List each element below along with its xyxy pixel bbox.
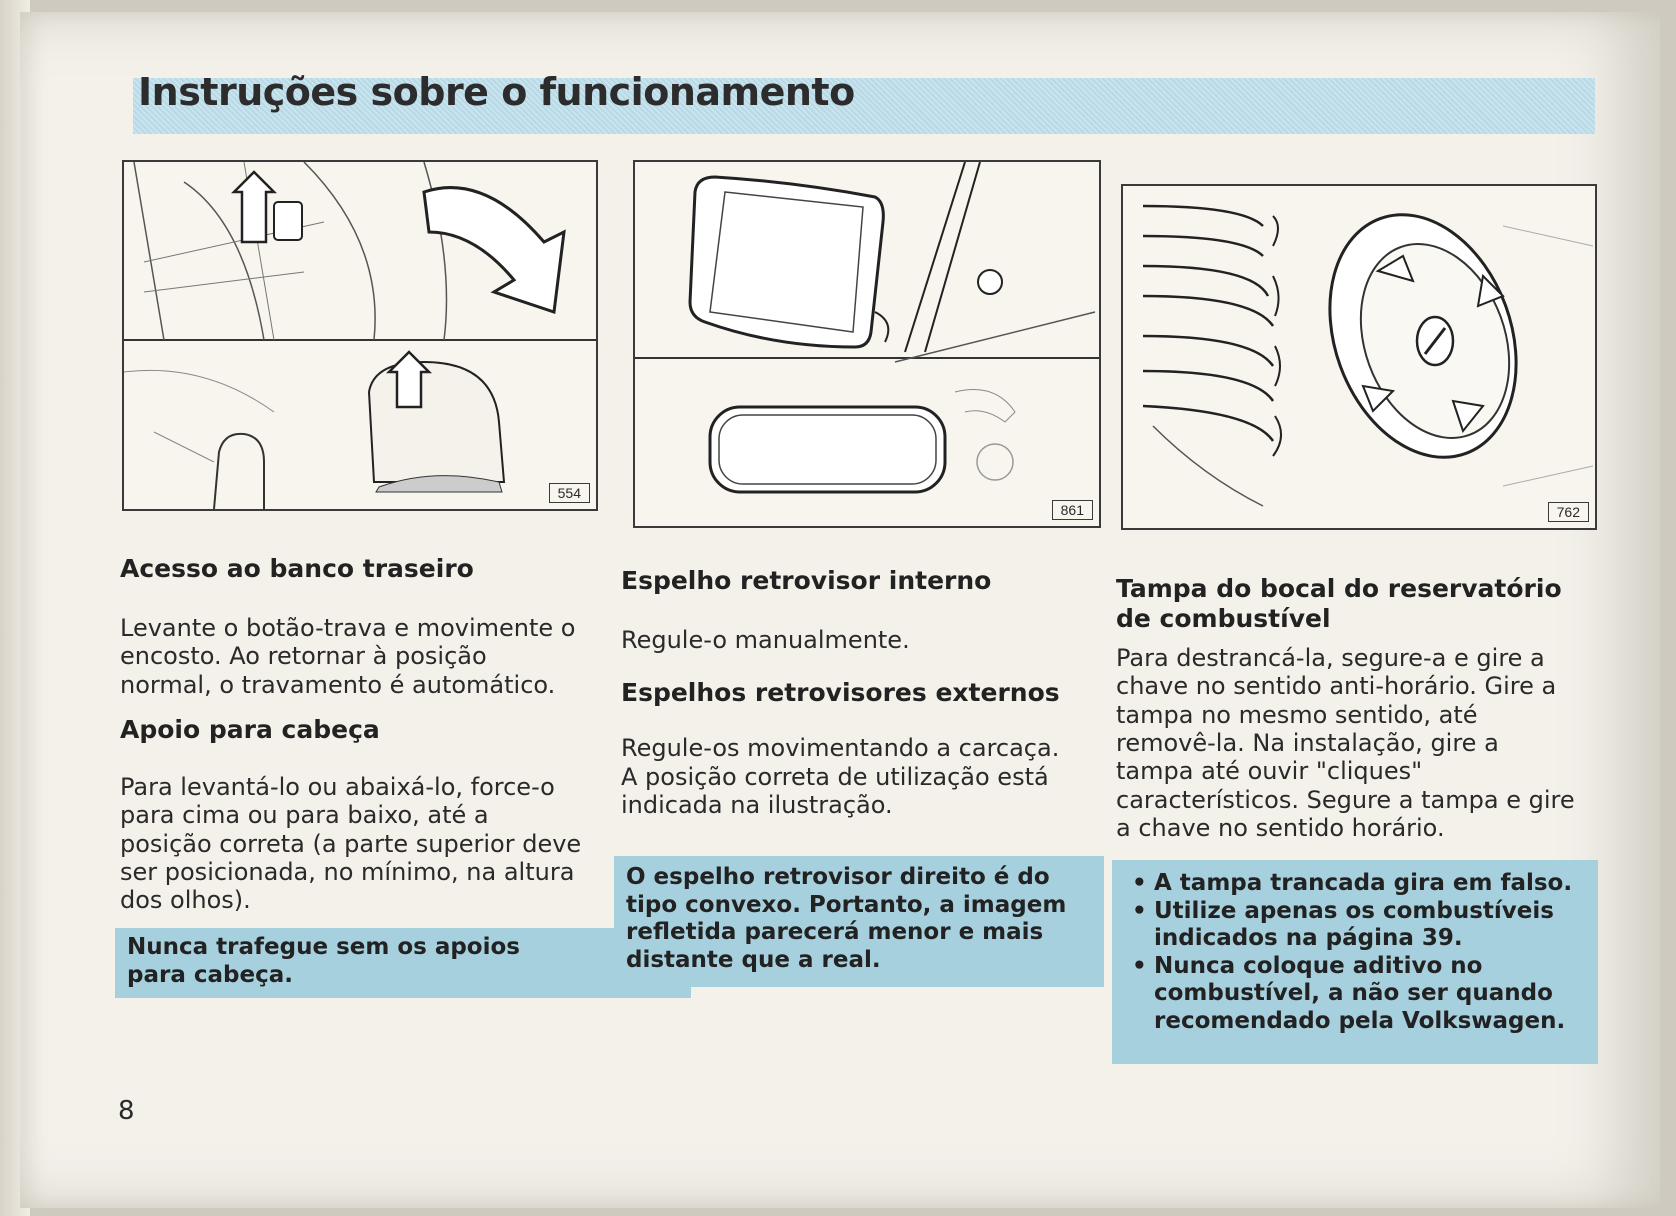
section-text-rear-seat-access: Levante o botão-trava e movimente o encosto. Ao retornar à posição normal, o travamento é automático. (120, 614, 576, 699)
note-bullet-item: • A tampa trancada gira em falso. (1154, 870, 1584, 898)
section-title-headrest: Apoio para cabeça (120, 714, 380, 744)
section-title-rear-seat-access: Acesso ao banco traseiro (120, 554, 474, 583)
note-text: O espelho retrovisor direito é do tipo convexo. Portanto, a imagem refletida parecerá menor e mais distante que a real. (626, 864, 1067, 973)
section-text-exterior-mirrors: Regule-os movimentando a carcaça. A posição correta de utilização está indicada na ilustração. (621, 734, 1060, 819)
note-convex-mirror (614, 856, 1104, 987)
column-3 (1116, 574, 1586, 842)
page-title: Instruções sobre o funcionamento (138, 70, 855, 114)
fuel-cap-drawing (1123, 186, 1595, 528)
note-bullet-item: • Utilize apenas os combustíveis indicados na página 39. (1154, 898, 1584, 953)
note-fuel-cap (1112, 860, 1598, 1064)
column-2 (621, 566, 1081, 819)
section-title-exterior-mirrors: Espelhos retrovisores externos (621, 678, 1060, 708)
page-number: 8 (118, 1096, 135, 1126)
figure-number: 554 (549, 483, 590, 503)
section-text-interior-mirror: Regule-o manualmente. (621, 626, 910, 654)
seat-drawing (124, 162, 596, 509)
mirror-drawing (635, 162, 1099, 526)
section-title-fuel-cap: Tampa do bocal do reservatório de combustível (1116, 574, 1562, 633)
note-bullet-item: • Nunca coloque aditivo no combustível, a não ser quando recomendado pela Volkswagen. (1154, 953, 1584, 1036)
figure-mirror-illustration (633, 160, 1101, 528)
figure-number: 861 (1052, 500, 1093, 520)
section-text-fuel-cap: Para destrancá-la, segure-a e gire a chave no sentido anti-horário. Gire a tampa no mesmo sentido, até removê-la. Na instalação, gire a tampa até ouvir "cliques" característicos. Segure a tampa e gire a chave no sentido horário. (1116, 644, 1575, 842)
column-1 (120, 554, 580, 915)
note-headrest-warning (115, 928, 691, 998)
note-bullet-list (1126, 870, 1584, 1036)
figure-fuel-cap-illustration (1121, 184, 1597, 530)
figure-number: 762 (1548, 502, 1589, 522)
section-title-interior-mirror: Espelho retrovisor interno (621, 566, 992, 595)
figure-seat-illustration (122, 160, 598, 511)
note-text: Nunca trafegue sem os apoios para cabeça. (127, 934, 520, 988)
section-text-headrest: Para levantá-lo ou abaixá-lo, force-o para cima ou para baixo, até a posição correta (a parte superior deve ser posicionada, no mínimo, na altura dos olhos). (120, 772, 582, 915)
